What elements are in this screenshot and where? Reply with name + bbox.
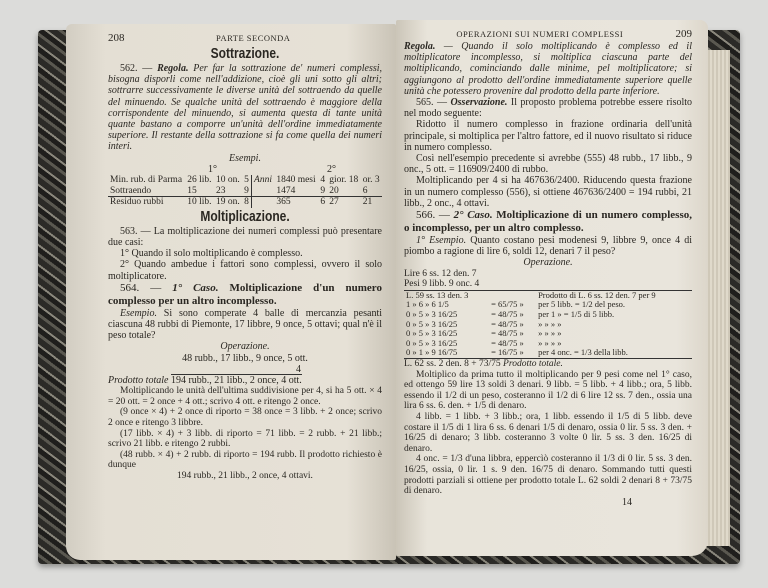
total-line: L. 62 ss. 2 den. 8 + 73/75 Prodotto totale. — [404, 358, 692, 370]
example-numbers — [108, 164, 382, 175]
example-paragraph: 1° Esempio. Quanto costano pesi modenesi 9, libbre 9, once 4 di piombo a ragione di lire 6, soldi 12, denari 7 il peso? — [404, 235, 693, 258]
operation-line: 48 rubb., 17 libb., 9 once, 5 ott. — [182, 352, 308, 364]
page-number: 209 — [675, 28, 692, 40]
paragraph-565: 565. — Osservazione. Il proposto problema potrebbe essere risolto nel modo seguente: — [404, 97, 693, 120]
explanation-2: 4 libb. = 1 libb. + 3 libb.; ora, 1 libb. essendo il 1/5 di 5 libb. deve costare il 1/5 di 1 lira 6 ss. 6 denari 1/5 di denaro, ossia 0 lir. 5 ss. 3 den. + 16/25 di denaro; 3 libb. costeranno 3 volte 0 lir. 5 ss. 3 den. 16/25 di denaro. — [404, 411, 692, 454]
left-page — [66, 24, 396, 560]
example-2-label: 2° — [327, 163, 336, 175]
subtraction-table: Min. rub. di Parma 26 lib. 10 on. 5 Anni 1840 mesi 4 gior. 18 or. 3 Sottraendo 15 23 9 1474 9 20 6 Residuo rubbi 10 lib. 19 on. 8 365 6 27 21 — [108, 175, 382, 208]
example-1-label: 1° — [208, 163, 217, 175]
explanation-3: (17 libb. × 4) + 3 libb. di riporto = 71 libb. = 2 rubb. + 21 libb.; scrivo 21 libb. e ritengo 2 rubbi. — [108, 428, 382, 450]
explanation-2: (9 once × 4) + 2 once di riporto = 38 once = 3 libb. + 2 once; scrivo 2 once e ritengo 3 libbre. — [108, 407, 382, 429]
paragraph-563: 563. — La moltiplicazione dei numeri complessi può presentare due casi: — [108, 225, 382, 249]
explanation-1: Moltiplico da prima tutto il moltiplicando per 9 pesi come nel 1° caso, ed ottengo 59 lire 13 soldi 3 denari. 9 libb. = 5 libb. + 4 libb.; ora, 5 libb. essendo il 1/2 di un peso, costeranno il 1/2 di 6 lire 12 ss. 7 den., ossia una lira 6 ss. 6. den. + 1/5 di denaro. — [404, 369, 692, 412]
page-header — [108, 32, 382, 45]
examples-label: Esempi. — [229, 152, 261, 164]
signature-mark: 14 — [622, 496, 632, 508]
multiplier: 4 — [296, 363, 301, 375]
rule-paragraph: Regola. — Quando il solo moltiplicando è complesso ed il moltiplicatore incomplesso, si moltiplica ciascuna parte del moltiplicando, cominciando dalle minime, pel moltiplicatore; si aggiungono al prodotto dell'ordine immediatamente superiore quelle unità che potessero provenire dal prodotto della parte inferiore. — [404, 41, 692, 97]
paragraph-562: 562. — Regola. Per far la sottrazione de' numeri complessi, bisogna disporli come nell'addizione, cioè gli uni sotto gli altri; sottrarre successivamente le diverse unità del sottraendo da quelle del minuendo. Se qualche unità del sottraendo è maggiore della corrispondente del minuendo, si aumenta questa di tante unità quante bastano a comporre un'unità dell'ordine immediatamente superiore. Il restante della sottrazione si fa come quella dei numeri interi. — [108, 63, 383, 153]
multiplication-table: L. 59 ss. 13 den. 3 Prodotto di L. 6 ss. 12 den. 7 per 9 1 » 6 » 6 1/5 = 65/75 » per 5 libb. = 1/2 del peso. 0 » 5 » 3 16/25 = 48/75 » per 1 » = 1/5 di 5 libb. 0 » 5 » 3 16/25 = 48/75 » » » » » 0 » 5 » 3 16/25 = 48/75 » » » » » 0 » 5 » 3 16/25 = 48/75 » » » » » 0 » 1 » 9 16/75 = 16/75 » per 4 onc. = 1/3 della libb. — [404, 290, 692, 358]
final-result: 194 rubb., 21 libb., 2 once, 4 ottavi. — [177, 471, 313, 481]
paragraph-565-b: Così nell'esempio precedente si avrebbe (555) 48 rubb., 17 libb., 9 onc., 5 ott. = 116909/2400 di rubbo. — [404, 153, 692, 176]
weight-line: Pesi 9 libb. 9 onc. 4 — [404, 279, 480, 290]
right-page — [396, 20, 708, 556]
paragraph-565-a: Ridotto il numero complesso in frazione ordinaria dell'unità principale, si moltiplica per l'altro fattore, ed il nuovo risultato si riduce in numero complesso. — [404, 119, 692, 153]
price-line: Lire 6 ss. 12 den. 7 — [404, 268, 477, 279]
section-title-2: Moltiplicazione. — [200, 207, 290, 225]
total-product: Prodotto totale 194 rubb., 21 libb., 2 once, 4 ott. — [108, 375, 302, 387]
explanation-1: Moltiplicando le unità dell'ultima suddivisione per 4, si ha 5 ott. × 4 = 20 ott. = 2 once + 4 ott.; scrivo 4 ott. e ritengo 2 once. — [108, 386, 382, 407]
case-2: 2° Quando ambedue i fattori sono complessi, ovvero il solo moltiplicatore. — [108, 259, 382, 282]
page-number: 208 — [108, 32, 125, 44]
explanation-4: (48 rubb. × 4) + 2 rubb. di riporto = 194 rubb. Il prodotto richiesto è dunque — [108, 449, 382, 471]
paragraph-566: 566. — 2° Caso. Moltiplicazione di un numero complesso, o incomplesso, per un altro complesso. — [404, 209, 692, 235]
running-head: PARTE SECONDA — [216, 33, 291, 43]
section-title: Sottrazione. — [210, 45, 280, 62]
operation-label: Operazione. — [523, 257, 573, 269]
paragraph-564: 564. — 1° Caso. Moltiplicazione d'un numero complesso per un altro incomplesso. — [108, 281, 382, 307]
page-header — [404, 28, 692, 41]
operation-label: Operazione. — [220, 341, 270, 353]
paragraph-565-c: Moltiplicando per 4 si ha 467636/2400. Riducendo questa frazione in un numero complesso (556), si ottiene 467636/2400 = 194 rubbi, 21 libb., 2 onc., 4 ottavi. — [404, 175, 692, 209]
case-1: 1° Quando il solo moltiplicando è complesso. — [120, 248, 303, 260]
running-head: OPERAZIONI SUI NUMERI COMPLESSI — [456, 29, 624, 39]
explanation-3: 4 onc. = 1/3 d'una libbra, eppercìò costeranno il 1/3 di 0 lir. 5 ss. 3 den. 16/25, ossia, 0 lir. 1 s. 9 den. 16/75 di denaro. Sommando tutti questi prodotti parziali si ottiene per prodotto totale L. 62 soldi 2 denari 8 + 73/75 di denaro. — [404, 454, 692, 497]
example-text: Esempio. Si sono comperate 4 balle di mercanzia pesanti ciascuna 48 rubbi di Piemonte, 17 libbre, 9 once, 5 ottavi; qual n'è il peso totale? — [108, 307, 382, 342]
